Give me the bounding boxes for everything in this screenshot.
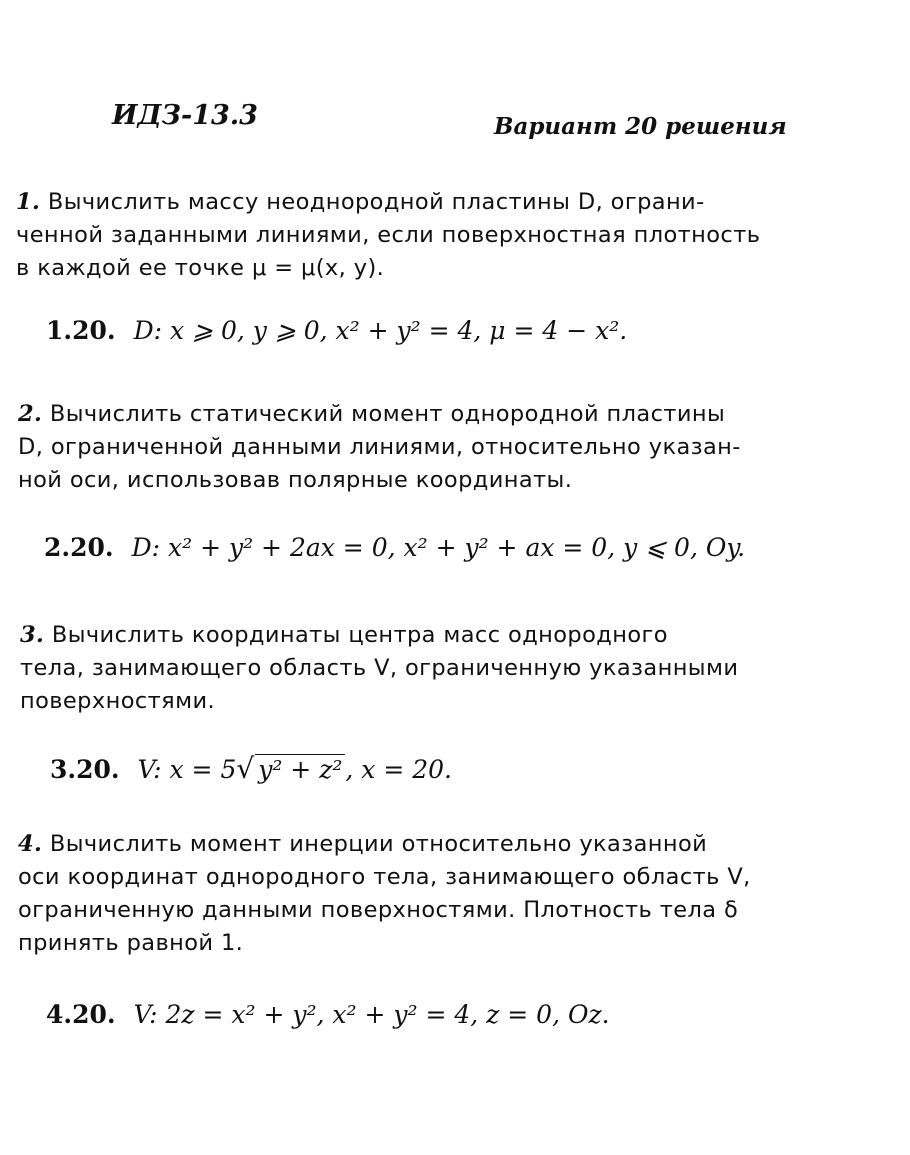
formula-3-label: 3.20.	[50, 755, 120, 784]
formula-4-label: 4.20.	[46, 1000, 116, 1029]
variant-label: Вариант 20 решения	[494, 113, 787, 140]
formula-1-20	[46, 316, 627, 345]
formula-3-suffix: , x = 20.	[345, 755, 452, 784]
formula-1-expression: D: x ⩾ 0, y ⩾ 0, x² + y² = 4, μ = 4 − x².	[133, 316, 628, 345]
task-4-text	[18, 828, 751, 960]
task-1-number: 1.	[16, 189, 41, 215]
task-4-number: 4.	[18, 831, 43, 857]
task-1-line-1-text: Вычислить массу неоднородной пластины D, ограни-	[47, 189, 705, 215]
formula-3-prefix: V: x = 5	[137, 755, 237, 784]
task-3-number: 3.	[20, 622, 45, 648]
task-2-line-3: ной оси, использовав полярные координаты.	[18, 467, 573, 493]
formula-4-20	[46, 1000, 610, 1029]
formula-3-20	[50, 752, 452, 785]
document-title: ИДЗ-13.3	[112, 100, 258, 131]
task-3-line-3: поверхностями.	[20, 688, 216, 714]
task-4-line-3: ограниченную данными поверхностями. Плотность тела δ	[18, 897, 739, 923]
formula-3-radicand: y² + z²	[255, 754, 345, 784]
formula-2-20	[44, 533, 745, 562]
task-1-line-2: ченной заданными линиями, если поверхностная плотность	[16, 222, 761, 248]
task-2-line-1-text: Вычислить статический момент однородной пластины	[49, 401, 726, 427]
task-2-line-1	[18, 398, 741, 431]
formula-1-label: 1.20.	[46, 316, 116, 345]
task-3-line-2: тела, занимающего область V, ограниченную указанными	[20, 655, 739, 681]
task-4-line-1	[18, 828, 751, 861]
formula-4-expression: V: 2z = x² + y², x² + y² = 4, z = 0, Oz.	[133, 1000, 610, 1029]
task-3-text	[20, 619, 738, 718]
task-2-text	[18, 398, 741, 497]
task-4-line-4: принять равной 1.	[18, 930, 244, 956]
task-4-line-2: оси координат однородного тела, занимающего область V,	[18, 864, 751, 890]
task-3-line-1-text: Вычислить координаты центра масс однородного	[51, 622, 668, 648]
formula-2-label: 2.20.	[44, 533, 114, 562]
task-1-line-1	[16, 186, 760, 219]
formula-2-expression: D: x² + y² + 2ax = 0, x² + y² + ax = 0, y ⩽ 0, Oy.	[131, 533, 746, 562]
task-1-line-3: в каждой ее точке μ = μ(x, y).	[16, 255, 385, 281]
task-1-text	[16, 186, 760, 285]
square-root-sign: √	[236, 752, 255, 785]
task-3-line-1	[20, 619, 738, 652]
task-2-number: 2.	[18, 401, 43, 427]
task-4-line-1-text: Вычислить момент инерции относительно указанной	[49, 831, 708, 857]
task-2-line-2: D, ограниченной данными линиями, относительно указан-	[18, 434, 741, 460]
